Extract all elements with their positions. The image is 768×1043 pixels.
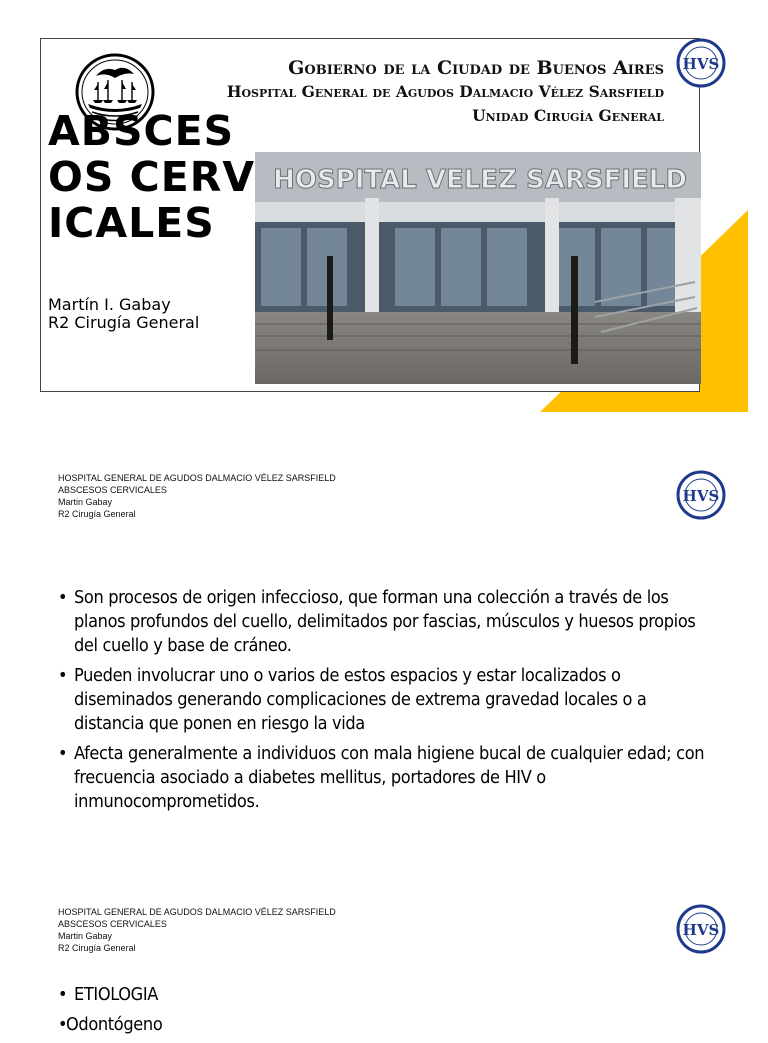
definition-bullet-list — [58, 586, 718, 820]
etiology-bullet-list — [58, 983, 718, 1043]
title-slide — [0, 0, 768, 420]
hospital-logo-text: HVS — [682, 487, 720, 505]
meta-author: Martin Gabay — [58, 931, 113, 941]
bullet-item: • Afecta generalmente a individuos con mala higiene bucal de cualquier edad; con frecuencia asociado a diabetes mellitus, portadores de HIV o inmunocomprometidos. — [58, 742, 718, 814]
header-hospital: Hospital General de Agudos Dalmacio Vélez Sarsfield — [226, 82, 664, 101]
slide-meta-header — [58, 906, 336, 954]
meta-topic: ABSCESOS CERVICALES — [58, 919, 167, 929]
meta-hospital: HOSPITAL GENERAL DE AGUDOS DALMACIO VÉLEZ SARSFIELD — [58, 907, 336, 917]
header-unit: Unidad Cirugía General — [472, 106, 664, 125]
hospital-logo-text: HVS — [682, 55, 720, 73]
slide-meta-header — [58, 472, 336, 520]
meta-hospital: HOSPITAL GENERAL DE AGUDOS DALMACIO VÉLEZ SARSFIELD — [58, 473, 336, 483]
hospital-logo-icon — [676, 38, 726, 88]
bullet-item-etiologia: • ETIOLOGIA — [58, 983, 718, 1007]
meta-role: R2 Cirugía General — [58, 943, 136, 953]
header-government: Gobierno de la Ciudad de Buenos Aires — [288, 57, 664, 79]
presenter-role: R2 Cirugía General — [48, 313, 200, 332]
hospital-logo-icon — [676, 904, 726, 954]
government-header — [227, 56, 664, 128]
meta-role: R2 Cirugía General — [58, 509, 136, 519]
content-slide-etiology — [0, 850, 768, 1035]
presenter-info — [48, 296, 199, 332]
presentation-title: ABSCESOS CERVICALES — [48, 107, 256, 247]
meta-author: Martin Gabay — [58, 497, 113, 507]
bullet-item: • Pueden involucrar uno o varios de estos espacios y estar localizados o diseminados generando complicaciones de extrema gravedad locales o a distancia que ponen en riesgo la vida — [58, 664, 718, 736]
hospital-logo-text: HVS — [682, 921, 720, 939]
photo-building-sign: HOSPITAL VELEZ SARSFIELD — [273, 165, 687, 195]
meta-topic: ABSCESOS CERVICALES — [58, 485, 167, 495]
bullet-item: • Son procesos de origen infeccioso, que forman una colección a través de los planos profundos del cuello, delimitados por fascias, músculos y huesos propios del cuello y base de cráneo. — [58, 586, 718, 658]
hospital-facade-photo — [255, 152, 701, 384]
content-slide-definition — [0, 420, 768, 850]
bullet-item-odontogeno: • Odontógeno — [58, 1013, 718, 1037]
hospital-logo-icon — [676, 470, 726, 520]
presenter-name: Martín I. Gabay — [48, 295, 171, 314]
